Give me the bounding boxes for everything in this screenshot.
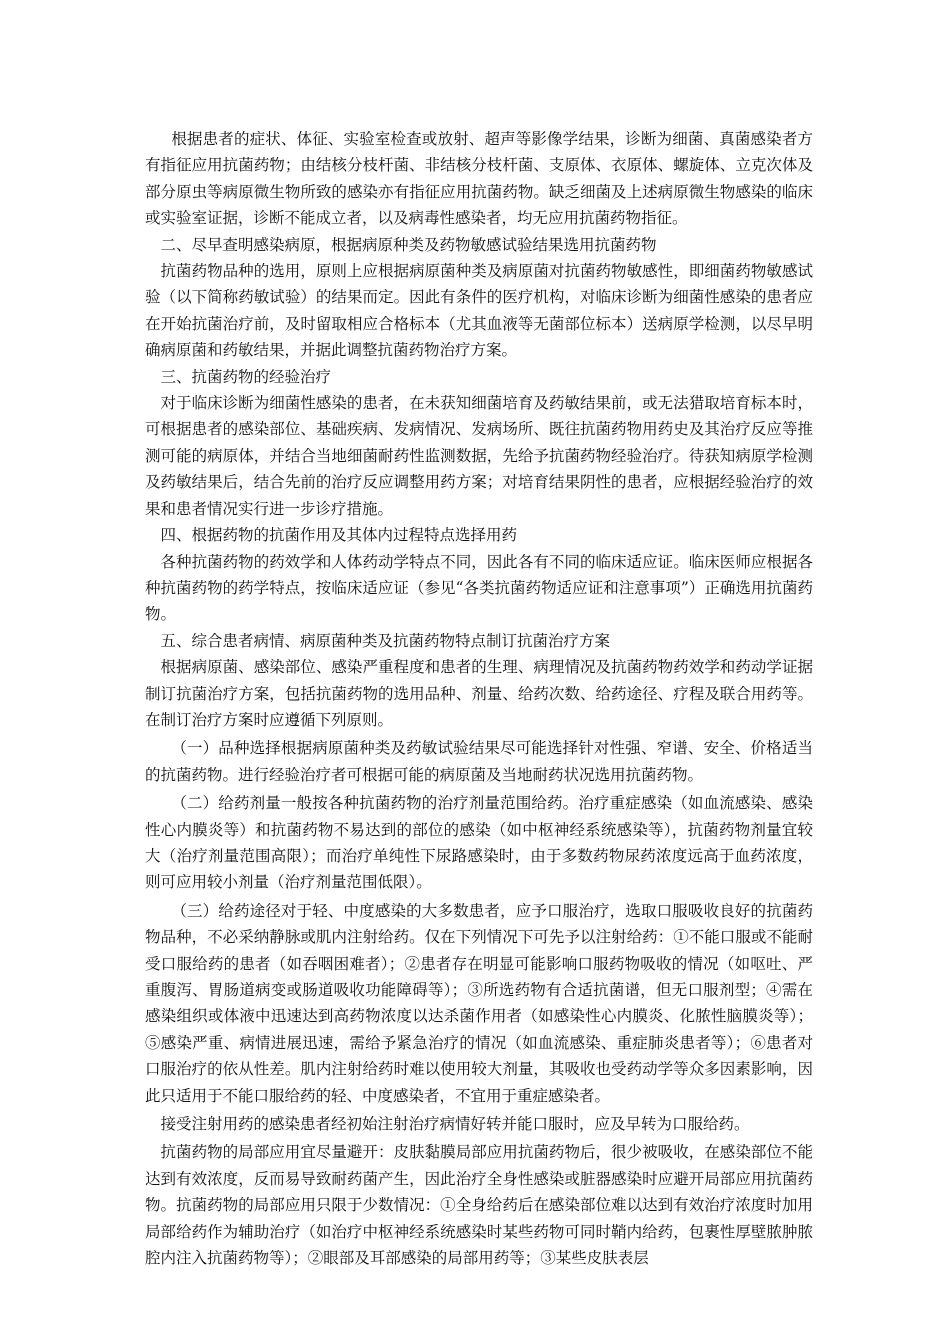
- subsection-dosage: （二）给药剂量一般按各种抗菌药物的治疗剂量范围给药。治疗重症感染（如血流感染、感染性心内膜炎等）和抗菌药物不易达到的部位的感染（如中枢神经系统感染等），抗菌药物剂量宜较大（治疗剂量范围高限）；而治疗单纯性下尿路感染时，由于多数药物尿药浓度远高于血药浓度，则可应用较小剂量（治疗剂量范围低限）。: [145, 794, 813, 892]
- paragraph-oral-switch: 接受注射用药的感染患者经初始注射治疗病情好转并能口服时，应及早转为口服给药。: [160, 1115, 750, 1134]
- heading-section-3: 三、抗菌药物的经验治疗: [160, 367, 332, 386]
- heading-section-5: 五、综合患者病情、病原菌种类及抗菌药物特点制订抗菌治疗方案: [160, 631, 611, 650]
- subsection-drug-selection: （一）品种选择根据病原菌种类及药敏试验结果尽可能选择针对性强、窄谱、安全、价格适当的抗菌药物。进行经验治疗者可根据可能的病原菌及当地耐药状况选用抗菌药物。: [145, 739, 813, 784]
- paragraph-treatment-plan: 根据病原菌、感染部位、感染严重程度和患者的生理、病理情况及抗菌药物药效学和药动学证据制订抗菌治疗方案，包括抗菌药物的选用品种、剂量、给药次数、给药途径、疗程及联合用药等。在制订治疗方案时应遵循下列原则。: [145, 658, 813, 729]
- paragraph-empirical-therapy: 对于临床诊断为细菌性感染的患者，在未获知细菌培育及药敏结果前，或无法猎取培育标本时，可根据患者的感染部位、基础疾病、发病情况、发病场所、既往抗菌药物用药史及其治疗反应等推测可能的病原体，并结合当地细菌耐药性监测数据，先给予抗菌药物经验治疗。待获知病原学检测及药敏结果后，结合先前的治疗反应调整用药方案；对培育结果阴性的患者，应根据经验治疗的效果和患者情况实行进一步诊疗措施。: [145, 394, 813, 518]
- heading-section-2: 二、尽早查明感染病原，根据病原种类及药物敏感试验结果选用抗菌药物: [160, 235, 657, 254]
- document-body: [145, 126, 813, 1271]
- paragraph-indication: 根据患者的症状、体征、实验室检查或放射、超声等影像学结果，诊断为细菌、真菌感染者方有指征应用抗菌药物；由结核分枝杆菌、非结核分枝杆菌、支原体、衣原体、螺旋体、立克次体及部分原虫等病原微生物所致的感染亦有指征应用抗菌药物。缺乏细菌及上述病原微生物感染的临床或实验室证据，诊断不能成立者，以及病毒性感染者，均无应用抗菌药物指征。: [145, 130, 813, 228]
- paragraph-pathogen-testing: 抗菌药物品种的选用，原则上应根据病原菌种类及病原菌对抗菌药物敏感性，即细菌药物敏感试验（以下简称药敏试验）的结果而定。因此有条件的医疗机构，对临床诊断为细菌性感染的患者应在开始抗菌治疗前，及时留取相应合格标本（尤其血液等无菌部位标本）送病原学检测，以尽早明确病原菌和药敏结果，并据此调整抗菌药物治疗方案。: [145, 262, 813, 360]
- paragraph-drug-characteristics: 各种抗菌药物的药效学和人体药动学特点不同，因此各有不同的临床适应证。临床医师应根据各种抗菌药物的药学特点，按临床适应证（参见“各类抗菌药物适应证和注意事项”）正确选用抗菌药物。: [145, 552, 813, 624]
- heading-section-4: 四、根据药物的抗菌作用及其体内过程特点选择用药: [160, 526, 518, 545]
- paragraph-topical-use: 抗菌药物的局部应用宜尽量避开：皮肤黏膜局部应用抗菌药物后，很少被吸收，在感染部位不能达到有效浓度，反而易导致耐药菌产生，因此治疗全身性感染或脏器感染时应避开局部应用抗菌药物。抗菌药物的局部应用只限于少数情况：①全身给药后在感染部位难以达到有效治疗浓度时加用局部给药作为辅助治疗（如治疗中枢神经系统感染时某些药物可同时鞘内给药，包裹性厚壁脓肿脓腔内注入抗菌药物等）；②眼部及耳部感染的局部用药等；③某些皮肤表层: [145, 1143, 813, 1268]
- subsection-route: （三）给药途径对于轻、中度感染的大多数患者，应予口服治疗，选取口服吸收良好的抗菌药物品种，不必采纳静脉或肌内注射给药。仅在下列情况下可先予以注射给药：①不能口服或不能耐受口服给药的患者（如吞咽困难者）；②患者存在明显可能影响口服药物吸收的情况（如呕吐、严重腹泻、胃肠道病变或肠道吸收功能障碍等）；③所选药物有合适抗菌谱，但无口服剂型；④需在感染组织或体液中迅速达到高药物浓度以达杀菌作用者（如感染性心内膜炎、化脓性脑膜炎等）；⑤感染严重、病情进展迅速，需给予紧急治疗的情况（如血流感染、重症肺炎患者等）；⑥患者对口服治疗的依从性差。肌内注射给药时难以使用较大剂量，其吸收也受药动学等众多因素影响，因此只适用于不能口服给药的轻、中度感染者，不宜用于重症感染者。: [145, 901, 813, 1105]
